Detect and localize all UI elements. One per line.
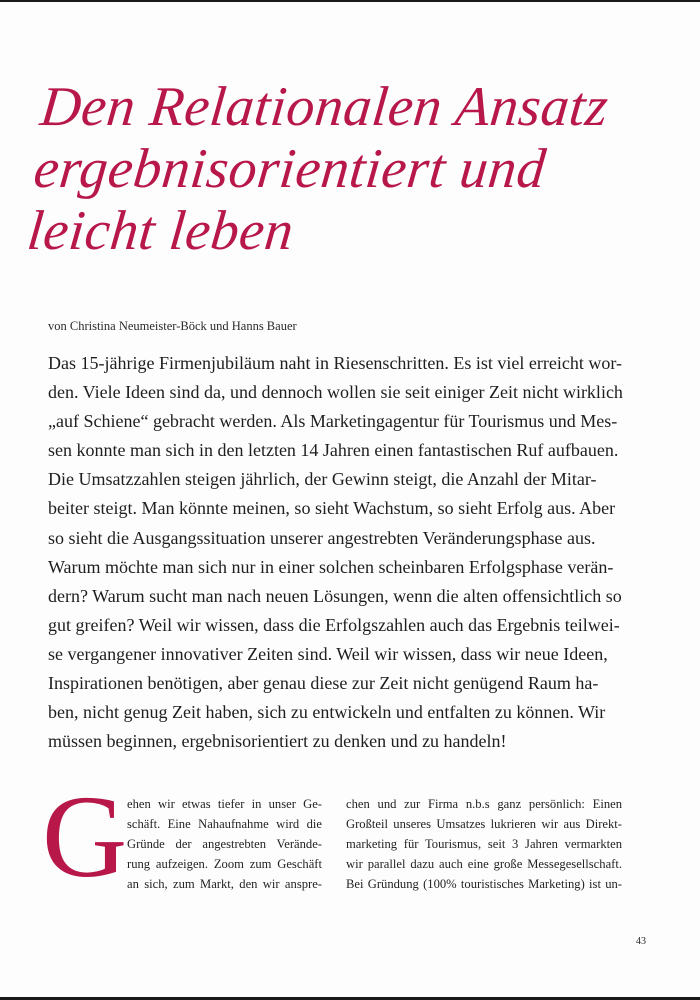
column-line: chen und zur Firma n.b.s ganz persönlich: Einen [346,797,622,811]
lead-line: Warum möchte man sich nur in einer solchen scheinbaren Erfolgsphase verän- [48,556,614,577]
column-line: an sich, zum Markt, den wir anspre- [127,877,322,891]
title-line: leicht leben [24,200,297,262]
lead-paragraph [48,349,623,756]
lead-line: dern? Warum sucht man nach neuen Lösungen, wenn die alten offensichtlich so [48,585,622,606]
lead-line: se vergangener innovativer Zeiten sind. Weil wir wissen, dass wir neue Ideen, [48,643,608,664]
lead-line: den. Viele Ideen sind da, und dennoch wollen sie seit einiger Zeit nicht wirklich [48,382,623,403]
page-edge-top [0,0,700,2]
column-line: Großteil unseres Umsatzes lukrieren wir aus Direkt- [346,817,622,831]
page-number: 43 [636,936,646,947]
lead-line: beiter steigt. Man könnte meinen, so sieht Wachstum, so sieht Erfolg aus. Aber [48,498,616,519]
body-column-right [346,794,622,894]
lead-line: „auf Schiene“ gebracht werden. Als Marketingagentur für Tourismus und Mes- [48,411,618,432]
column-line: Bei Gründung (100% touristisches Marketing) ist un- [346,877,622,891]
title-line: Den Relationalen Ansatz [37,76,612,138]
title-line: ergebnisorientiert und [30,138,549,200]
column-line: rung aufzeigen. Zoom zum Geschäft [127,857,322,871]
lead-line: Inspirationen benötigen, aber genau diese zur Zeit nicht genügend Raum ha- [48,673,599,694]
lead-line: ben, nicht genug Zeit haben, sich zu entwickeln und entfalten zu können. Wir [48,702,606,723]
column-line: schäft. Eine Nahaufnahme wird die [127,817,322,831]
lead-line: Das 15-jährige Firmenjubiläum naht in Riesenschritten. Es ist viel erreicht wor- [48,353,622,373]
column-line: wir parallel dazu auch eine große Messegesellschaft. [346,857,622,871]
lead-line: gut greifen? Weil wir wissen, dass die Erfolgszahlen auch das Ergebnis teilwei- [48,614,620,635]
lead-line: sen konnte man sich in den letzten 14 Jahren einen fantastischen Ruf aufbauen. [48,440,619,461]
column-line: ehen wir etwas tiefer in unser Ge- [127,797,322,811]
lead-line: müssen beginnen, ergebnisorientiert zu denken und zu handeln! [48,731,507,752]
drop-cap: G [42,771,128,902]
author-byline: von Christina Neumeister-Böck und Hanns Bauer [48,319,297,333]
column-line: Gründe der angestrebten Verände- [127,837,322,851]
lead-line: so sieht die Ausgangssituation unserer angestrebten Veränderungsphase aus. [48,527,596,548]
column-line: marketing für Tourismus, seit 3 Jahren vermarkten [346,837,622,851]
body-column-left [127,794,322,894]
article-title [24,76,664,262]
lead-line: Die Umsatzzahlen steigen jährlich, der Gewinn steigt, die Anzahl der Mitar- [48,469,597,490]
